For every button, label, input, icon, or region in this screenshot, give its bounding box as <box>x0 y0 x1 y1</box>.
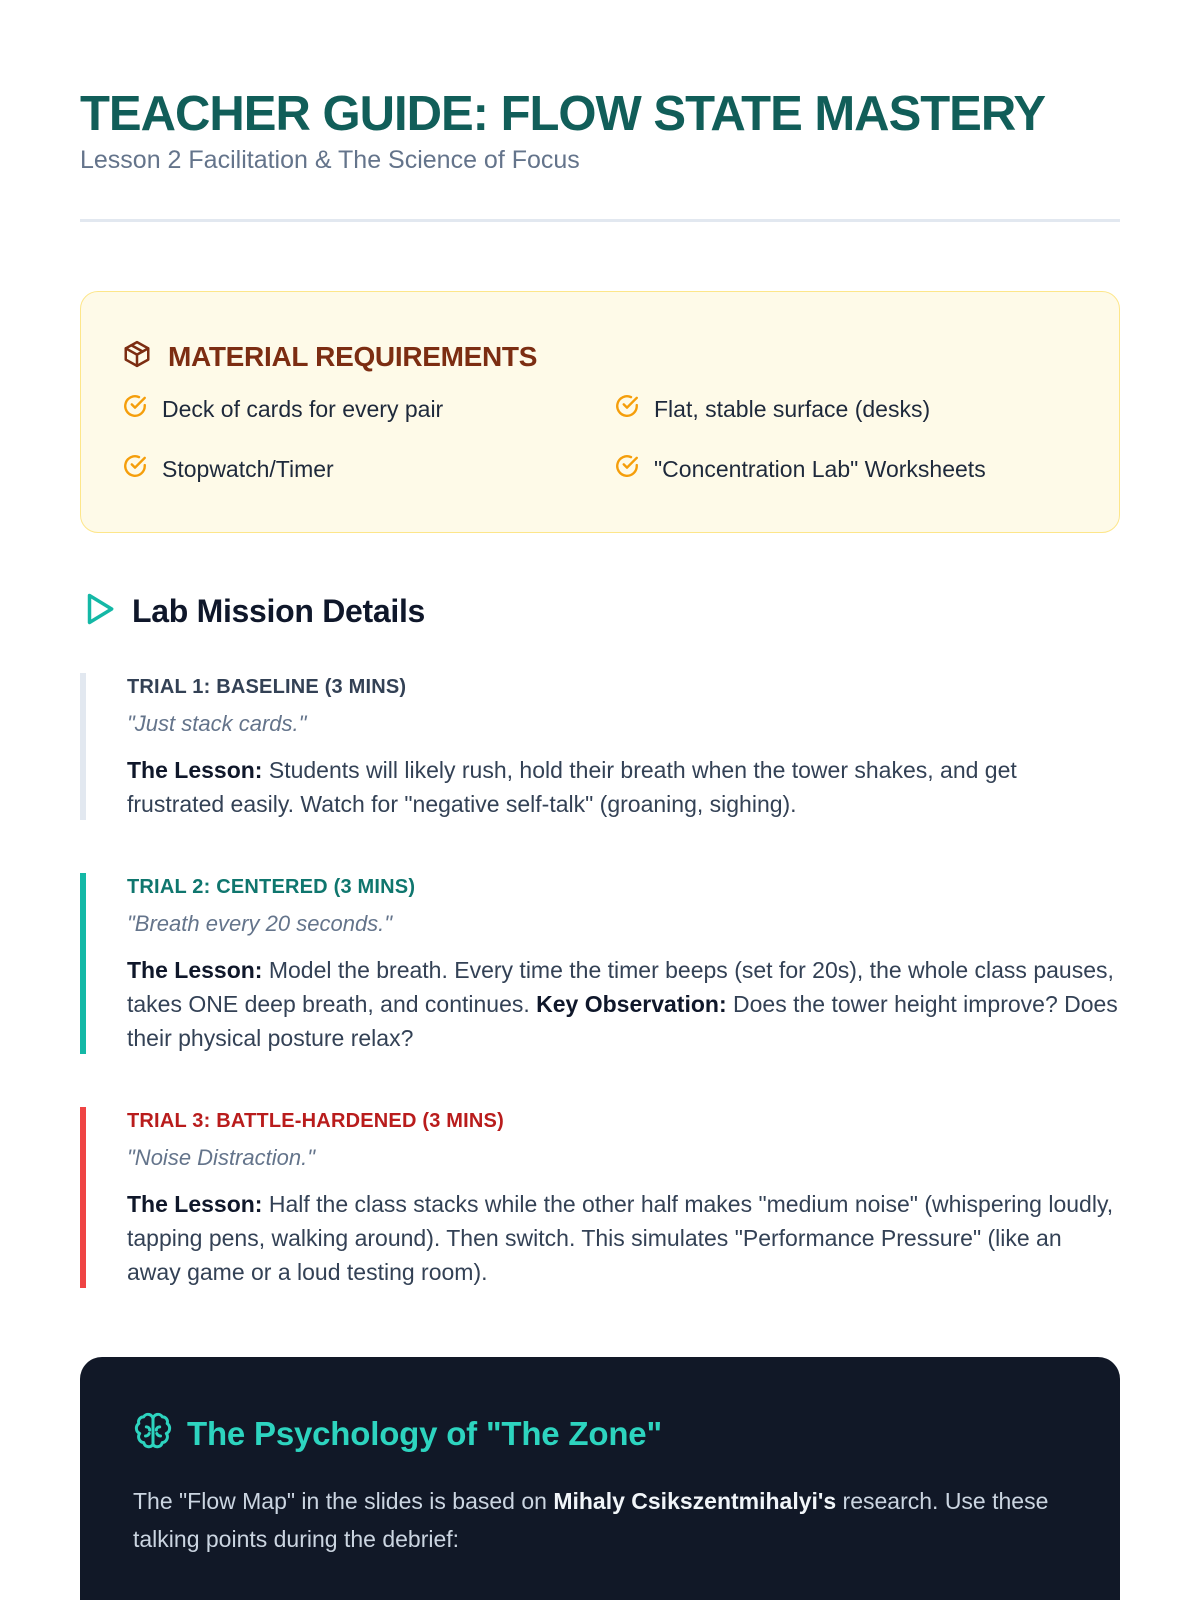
trial-3-lesson <box>127 1187 1120 1289</box>
material-item-label: Deck of cards for every pair <box>162 395 444 422</box>
trial-3-accent-bar <box>80 1107 86 1288</box>
psychology-intro-after: research. Use these talking points during the debrief: <box>133 1488 1049 1552</box>
lab-mission-header <box>80 590 425 633</box>
material-item <box>614 453 986 485</box>
header-divider <box>80 219 1120 222</box>
trial-2-lesson <box>127 953 1120 1055</box>
psychology-title: The Psychology of "The Zone" <box>187 1414 662 1452</box>
page-subtitle: Lesson 2 Facilitation & The Science of Focus <box>80 146 580 174</box>
check-circle-icon <box>122 453 162 485</box>
psychology-intro <box>133 1482 1093 1558</box>
check-circle-icon <box>614 393 654 425</box>
lab-mission-title: Lab Mission Details <box>132 593 426 629</box>
trial-2-quote: "Breath every 20 seconds." <box>127 911 393 936</box>
page-title: TEACHER GUIDE: FLOW STATE MASTERY <box>80 87 1046 141</box>
trial-3-lesson-text: Half the class stacks while the other half makes "medium noise" (whispering loudly, tapping pens, walking around). Then switch. This simulates "Performance Pressure" (like an away game or a loud testing room). <box>127 1191 1114 1285</box>
psychology-header <box>133 1411 662 1456</box>
trial-3-block <box>80 1107 1120 1288</box>
trial-3-quote: "Noise Distraction." <box>127 1145 316 1170</box>
trial-2-key-label: Key Observation: <box>536 991 733 1017</box>
trial-1-block <box>80 673 1120 820</box>
material-item-label: Flat, stable surface (desks) <box>654 395 931 422</box>
trial-1-accent-bar <box>80 673 86 820</box>
trial-1-lesson-label: The Lesson: <box>127 757 269 783</box>
trial-3-lesson-label: The Lesson: <box>127 1191 269 1217</box>
psychology-panel <box>80 1357 1120 1600</box>
material-requirements-card <box>80 291 1120 533</box>
trial-2-lesson-text: Model the breath. Every time the timer beeps (set for 20s), the whole class pauses, takes ONE deep breath, and continues. <box>127 957 1114 1017</box>
check-circle-icon <box>614 453 654 485</box>
material-item <box>122 393 443 425</box>
material-item-label: Stopwatch/Timer <box>162 455 334 482</box>
materials-header <box>122 339 537 374</box>
trial-1-lesson-text: Students will likely rush, hold their breath when the tower shakes, and get frustrated easily. Watch for "negative self-talk" (groaning, sighing). <box>127 757 1017 817</box>
trial-3-label: TRIAL 3: BATTLE-HARDENED (3 MINS) <box>127 1110 504 1132</box>
trial-1-lesson <box>127 753 1120 821</box>
materials-title: MATERIAL REQUIREMENTS <box>168 340 538 372</box>
researcher-name: Mihaly Csikszentmihalyi's <box>553 1488 837 1514</box>
play-icon <box>80 590 132 633</box>
check-circle-icon <box>122 393 162 425</box>
material-item <box>122 453 334 485</box>
material-item-label: "Concentration Lab" Worksheets <box>654 455 986 482</box>
brain-icon <box>133 1411 187 1456</box>
trial-1-label: TRIAL 1: BASELINE (3 MINS) <box>127 676 407 698</box>
psychology-intro-before: The "Flow Map" in the slides is based on <box>133 1488 554 1514</box>
trial-2-label: TRIAL 2: CENTERED (3 MINS) <box>127 876 416 898</box>
trial-2-accent-bar <box>80 873 86 1054</box>
material-item <box>614 393 930 425</box>
trial-2-lesson-label: The Lesson: <box>127 957 269 983</box>
trial-2-key-text: Does the tower height improve? Does their physical posture relax? <box>127 991 1118 1051</box>
package-icon <box>122 339 168 374</box>
trial-1-quote: "Just stack cards." <box>127 711 307 736</box>
trial-2-block <box>80 873 1120 1054</box>
